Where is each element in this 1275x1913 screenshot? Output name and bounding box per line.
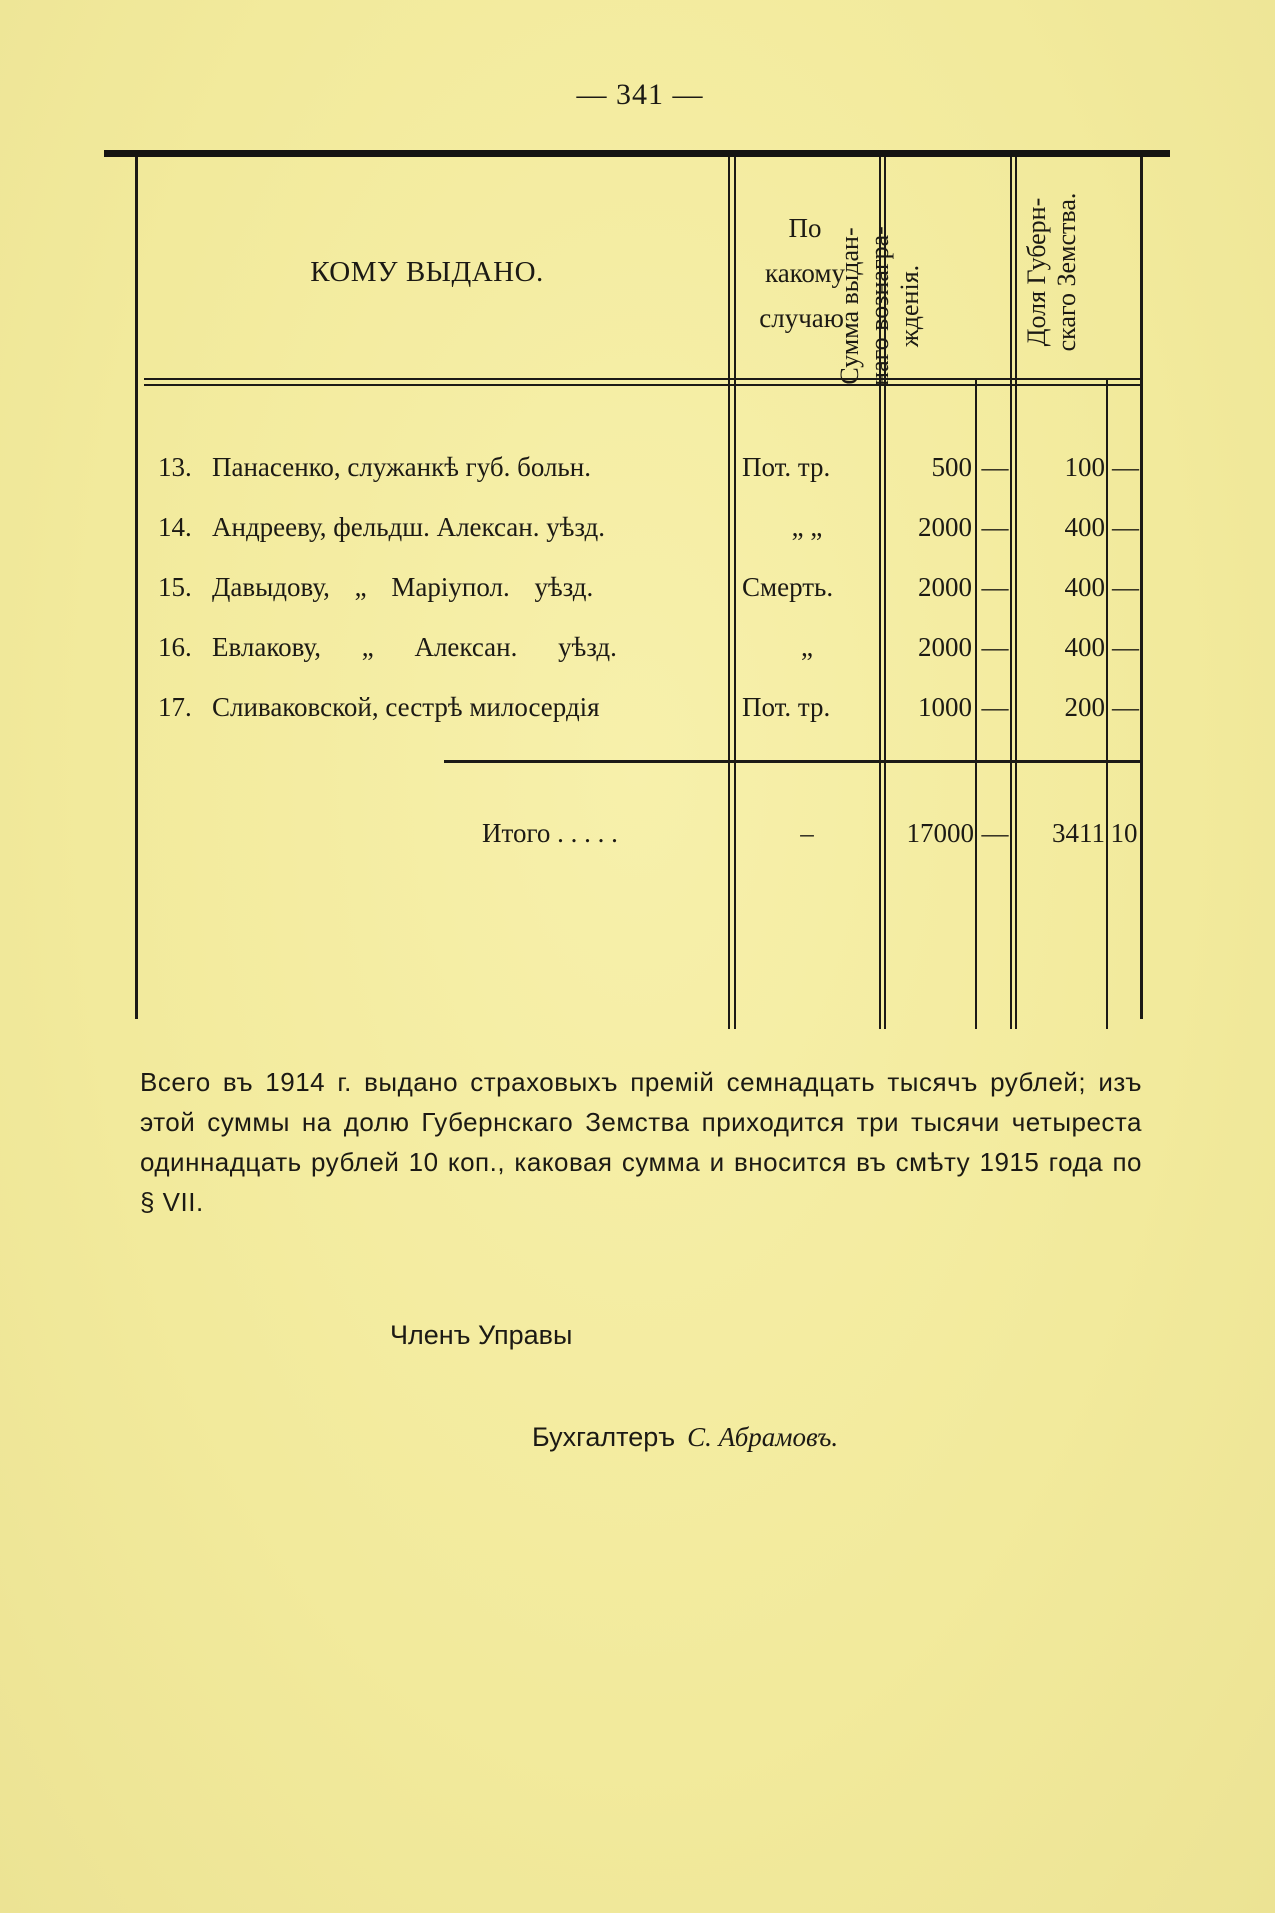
row-case: Смерть. <box>742 572 834 602</box>
row-share-kop: — <box>1112 632 1139 662</box>
header-separator <box>144 378 1140 380</box>
row-share-kop: — <box>1112 512 1139 542</box>
row-recipient: Давыдову, „ Маріупол. уѣзд. <box>212 572 594 602</box>
row-number: 14. <box>158 512 192 542</box>
row-case: „ <box>801 632 813 662</box>
row-sum: 2000 <box>918 572 972 602</box>
total-case: – <box>800 818 814 848</box>
row-sum: 500 <box>931 452 972 482</box>
total-label: Итого . . . . . <box>482 818 618 848</box>
total-sum: 17000 <box>906 818 974 848</box>
row-share-kop: — <box>1112 572 1139 602</box>
total-share: 3411 <box>1052 818 1105 848</box>
row-share: 200 <box>1064 692 1105 722</box>
total-rule <box>444 760 1140 763</box>
row-share-kop: — <box>1112 452 1139 482</box>
row-number: 15. <box>158 572 192 602</box>
header-sum-line: наго вознагра- <box>865 226 894 386</box>
row-sum-kop: — <box>981 692 1009 722</box>
row-recipient: Евлакову, „ Алексан. уѣзд. <box>212 632 617 662</box>
table-row <box>0 452 1275 492</box>
accountant-name: С. Абрамовъ. <box>687 1422 839 1452</box>
total-share-kop: 10 <box>1110 818 1138 848</box>
header-share-line: Доля Губерн- <box>1022 197 1051 347</box>
header-case-line: По <box>788 213 822 243</box>
table-row <box>0 512 1275 552</box>
row-sum-kop: — <box>981 572 1009 602</box>
row-sum: 2000 <box>918 512 972 542</box>
row-recipient: Сливаковской, сестрѣ милосердія <box>212 692 600 722</box>
row-share: 100 <box>1064 452 1105 482</box>
table-row <box>0 692 1275 732</box>
row-share: 400 <box>1064 512 1105 542</box>
table-row <box>0 632 1275 672</box>
row-share: 400 <box>1064 632 1105 662</box>
row-number: 13. <box>158 452 192 482</box>
header-who: КОМУ ВЫДАНО. <box>310 256 544 288</box>
table-top-rule <box>104 150 1170 157</box>
total-sum-kop: — <box>981 818 1009 848</box>
accountant-title: Бухгалтеръ <box>532 1422 676 1452</box>
row-recipient: Андрееву, фельдш. Алексан. уѣзд. <box>212 512 606 542</box>
row-sum: 2000 <box>918 632 972 662</box>
row-case: Пот. тр. <box>742 692 831 722</box>
row-sum-kop: — <box>981 632 1009 662</box>
header-sum-line: жденія. <box>895 264 924 348</box>
row-number: 16. <box>158 632 192 662</box>
row-case: Пот. тр. <box>742 452 831 482</box>
row-recipient: Панасенко, служанкѣ губ. больн. <box>212 452 591 482</box>
header-sum-line: Сумма выдан- <box>835 227 864 385</box>
row-sum-kop: — <box>981 512 1009 542</box>
row-sum: 1000 <box>918 692 972 722</box>
row-share: 400 <box>1064 572 1105 602</box>
signature-member: Членъ Управы <box>390 1320 573 1350</box>
header-separator <box>144 384 1140 386</box>
summary-paragraph: Всего въ 1914 г. выдано страховыхъ премій семнадцать тысячъ рублей; изъ этой суммы на долю Губернскаго Земства приходится три тысячи четыреста одиннадцать рублей 10 коп., каковая сумма и вносится въ смѣту 1915 года по § VII. <box>140 1067 1142 1217</box>
header-share <box>1022 172 1102 372</box>
page-number: — 341 — <box>576 78 704 111</box>
table-total-row <box>0 818 1275 858</box>
header-case-line: случаю. <box>759 303 851 333</box>
row-share-kop: — <box>1112 692 1139 722</box>
signature-accountant <box>532 1422 838 1453</box>
row-number: 17. <box>158 692 192 722</box>
table-row <box>0 572 1275 612</box>
header-share-line: скаго Земства. <box>1052 192 1081 352</box>
header-sum <box>835 206 965 406</box>
row-case: „ „ <box>791 512 823 542</box>
header-case-line: какому <box>764 258 845 288</box>
row-sum-kop: — <box>981 452 1009 482</box>
